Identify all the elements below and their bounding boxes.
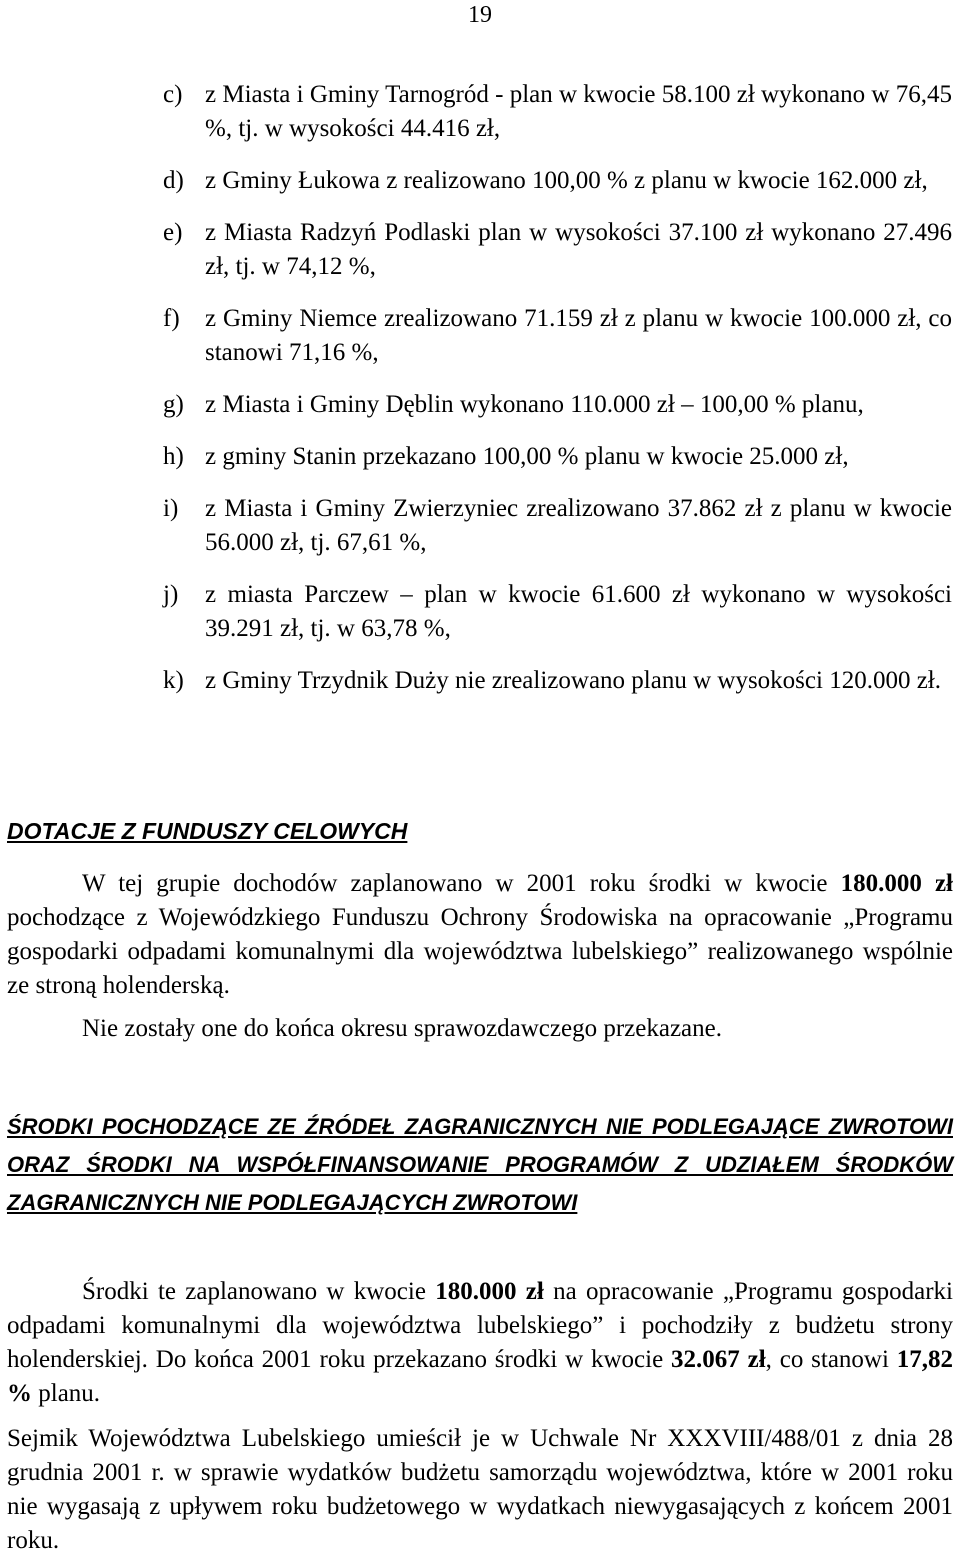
list-item-text: z Miasta i Gminy Dęblin wykonano 110.000 zł – 100,00 % planu, xyxy=(205,391,864,418)
list-item-text: z Miasta Radzyń Podlaski plan w wysokości 37.100 zł wykonano 27.496 zł, tj. w 74,12 %, xyxy=(205,219,952,280)
srodki-percent: 17,82 % xyxy=(7,1346,953,1407)
srodki-text-end: planu. xyxy=(32,1380,101,1407)
section-heading-srodki: ŚRODKI POCHODZĄCE ZE ŹRÓDEŁ ZAGRANICZNYCH NIE PODLEGAJĄCE ZWROTOWI ORAZ ŚRODKI NA WSPÓŁFINANSOWANIE PROGRAMÓW Z UDZIAŁEM ŚRODKÓW ZAGRANICZNYCH NIE PODLEGAJĄCYCH ZWROTOWI xyxy=(7,1114,953,1215)
list-marker: f) xyxy=(163,305,180,332)
list-marker: e) xyxy=(163,219,183,246)
dotacje-note-text: Nie zostały one do końca okresu sprawozdawczego przekazane. xyxy=(82,1015,722,1042)
list-item-text: z Gminy Niemce zrealizowano 71.159 zł z planu w kwocie 100.000 zł, co stanowi 71,16 %, xyxy=(205,305,952,366)
list-marker: g) xyxy=(163,391,184,418)
list-item-text: z Gminy Łukowa z realizowano 100,00 % z planu w kwocie 162.000 zł, xyxy=(205,167,928,194)
list-marker: h) xyxy=(163,443,184,470)
list-item-text: z gminy Stanin przekazano 100,00 % planu w kwocie 25.000 zł, xyxy=(205,443,849,470)
dotacje-amount: 180.000 zł xyxy=(840,870,953,897)
list-marker: k) xyxy=(163,667,184,694)
list-item xyxy=(0,440,960,474)
page-number: 19 xyxy=(468,2,492,28)
srodki-text-start: Środki te zaplanowano w kwocie xyxy=(82,1278,436,1305)
list-item-text: z miasta Parczew – plan w kwocie 61.600 zł wykonano w wysokości 39.291 zł, tj. w 63,78 %, xyxy=(205,581,952,642)
srodki-text-mid2: , co stanowi xyxy=(765,1346,897,1373)
list-item xyxy=(0,78,960,146)
list-marker: i) xyxy=(163,495,179,522)
dotacje-text-end: pochodzące z Wojewódzkiego Funduszu Ochrony Środowiska na opracowanie „Programu gospodarki odpadami komunalnymi dla województwa lubelskiego” realizowanego wspólnie ze stroną holenderską. xyxy=(7,904,953,999)
list-item xyxy=(0,164,960,198)
list-item-text: z Miasta i Gminy Zwierzyniec zrealizowano 37.862 zł z planu w kwocie 56.000 zł, tj. 67,61 %, xyxy=(205,495,952,556)
srodki-paragraph xyxy=(7,1275,953,1411)
list-item xyxy=(0,664,960,698)
list-item xyxy=(0,388,960,422)
section-heading-dotacje: DOTACJE Z FUNDUSZY CELOWYCH xyxy=(7,818,408,844)
list-item xyxy=(0,302,960,370)
list-item xyxy=(0,578,960,646)
list-marker: c) xyxy=(163,81,183,108)
dotacje-note xyxy=(7,1012,953,1046)
dotacje-text-start: W tej grupie dochodów zaplanowano w 2001 roku środki w kwocie xyxy=(82,870,841,897)
sejmik-paragraph xyxy=(7,1422,953,1558)
sejmik-text: Sejmik Województwa Lubelskiego umieścił je w Uchwale Nr XXXVIII/488/01 z dnia 28 grudnia 2001 r. w sprawie wydatków budżetu samorządu województwa, które w 2001 roku nie wygasają z upływem roku budżetowego w wydatkach niewygasających z końcem 2001 roku. xyxy=(7,1425,953,1554)
list-marker: j) xyxy=(163,581,179,608)
list-item-text: z Gminy Trzydnik Duży nie zrealizowano planu w wysokości 120.000 zł. xyxy=(205,667,941,694)
list-item xyxy=(0,216,960,284)
srodki-amount-transferred: 32.067 zł xyxy=(671,1346,766,1373)
list-item-text: z Miasta i Gminy Tarnogród - plan w kwocie 58.100 zł wykonano w 76,45 %, tj. w wysokości 44.416 zł, xyxy=(205,81,952,142)
list-marker: d) xyxy=(163,167,184,194)
list-item xyxy=(0,492,960,560)
srodki-text-mid: na opracowanie „Programu gospodarki odpadami komunalnymi dla województwa lubelskiego” i pochodziły z budżetu strony holenderskiej. Do końca 2001 roku przekazano środki w kwocie xyxy=(7,1278,953,1373)
dotacje-paragraph xyxy=(7,867,953,1003)
srodki-amount: 180.000 zł xyxy=(435,1278,544,1305)
item-list xyxy=(0,78,960,716)
